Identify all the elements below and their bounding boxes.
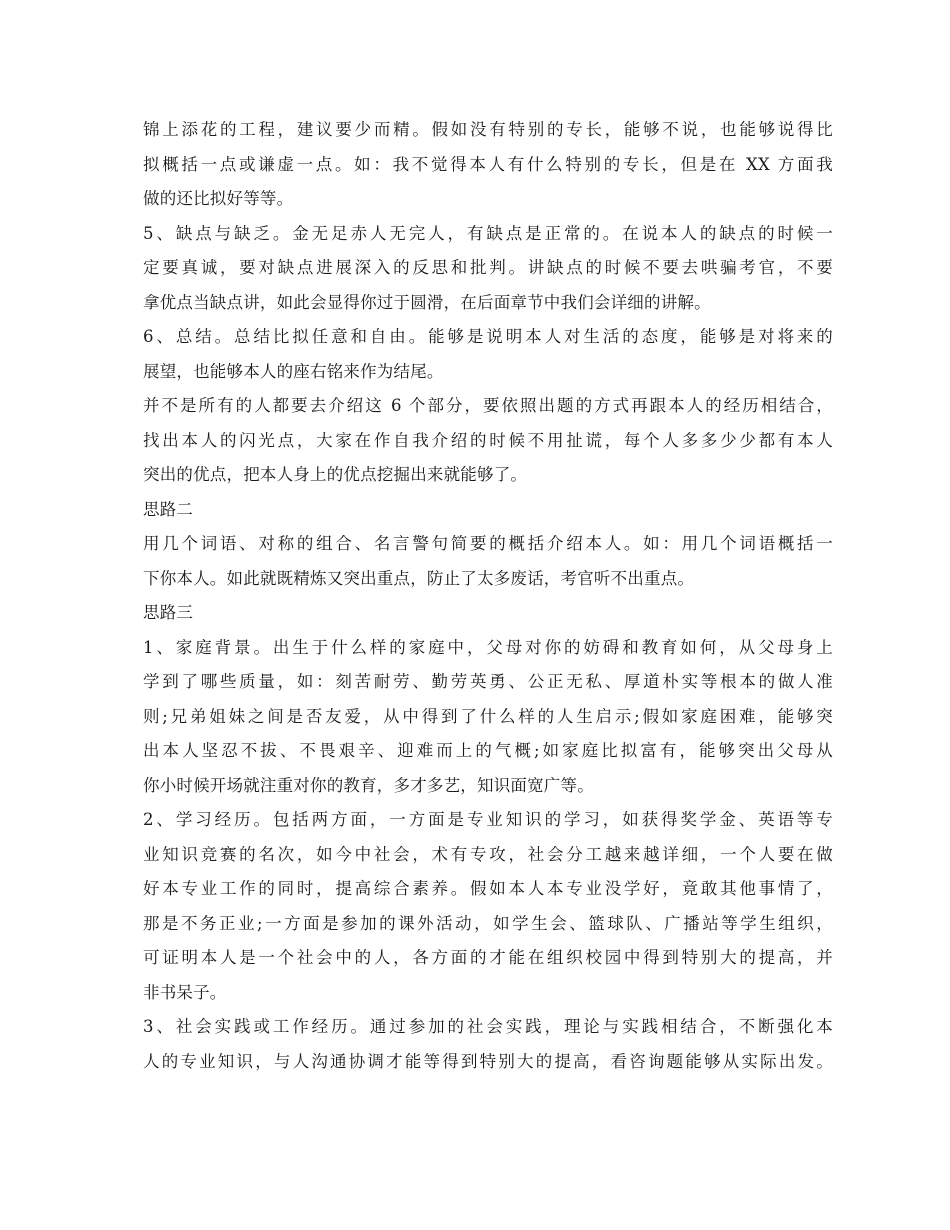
text-line: 5、缺点与缺乏。金无足赤人无完人，有缺点是正常的。在说本人的缺点的时候一	[143, 223, 833, 243]
text-line: 下你本人。如此就既精炼又突出重点，防止了太多废话，考官听不出重点。	[143, 568, 695, 588]
text-line: 锦上添花的工程，建议要少而精。假如没有特别的专长，能够不说，也能够说得比	[143, 120, 833, 139]
text-line: 突出的优点，把本人身上的优点挖掘出来就能够了。	[143, 465, 528, 484]
text-line: 6、总结。总结比拟任意和自由。能够是说明本人对生活的态度，能够是对将来的	[143, 327, 833, 346]
text-line: 学到了哪些质量，如：刻苦耐劳、勤劳英勇、公正无私、厚道朴实等根本的做人准	[143, 672, 833, 691]
text-line: 人的专业知识，与人沟通协调才能等得到特别大的提高，看咨询题能够从实际出发。	[143, 1051, 833, 1071]
text-line: 2、学习经历。包括两方面，一方面是专业知识的学习，如获得奖学金、英语等专	[143, 810, 833, 829]
section-heading: 思路三	[143, 603, 194, 622]
text-line: 业知识竞赛的名次，如今中社会，术有专攻，社会分工越来越详细，一个人要在做	[143, 844, 833, 864]
text-line: 出本人坚忍不拔、不畏艰辛、迎难而上的气概;如家庭比拟富有，能够突出父母从	[143, 741, 833, 760]
text-line: 拟概括一点或谦虚一点。如：我不觉得本人有什么特别的专长，但是在 XX 方面我	[143, 154, 833, 174]
text-line: 你小时候开场就注重对你的教育，多才多艺，知识面宽广等。	[143, 775, 594, 795]
document-page	[143, 113, 833, 1079]
text-line: 3、社会实践或工作经历。通过参加的社会实践，理论与实践相结合，不断强化本	[143, 1017, 833, 1036]
text-line: 定要真诚，要对缺点进展深入的反思和批判。讲缺点的时候不要去哄骗考官，不要	[143, 258, 833, 277]
text-line: 做的还比拟好等等。	[143, 189, 294, 208]
text-line: 1、家庭背景。出生于什么样的家庭中，父母对你的妨碍和教育如何，从父母身上	[143, 637, 833, 657]
text-line: 找出本人的闪光点，大家在作自我介绍的时候不用扯谎，每个人多多少少都有本人	[143, 430, 833, 450]
text-line: 可证明本人是一个社会中的人，各方面的才能在组织校园中得到特别大的提高，并	[143, 948, 833, 967]
text-line: 拿优点当缺点讲，如此会显得你过于圆滑，在后面章节中我们会详细的讲解。	[143, 292, 711, 312]
text-line: 好本专业工作的同时，提高综合素养。假如本人本专业没学好，竟敢其他事情了，	[143, 879, 833, 898]
text-line: 非书呆子。	[143, 982, 227, 1002]
text-line: 用几个词语、对称的组合、名言警句简要的概括介绍本人。如：用几个词语概括一	[143, 534, 833, 553]
text-line: 则;兄弟姐妹之间是否友爱，从中得到了什么样的人生启示;假如家庭困难，能够突	[143, 706, 833, 726]
text-line: 那是不务正业;一方面是参加的课外活动，如学生会、篮球队、广播站等学生组织，	[143, 913, 833, 933]
text-line: 展望，也能够本人的座右铭来作为结尾。	[143, 361, 444, 381]
text-line: 并不是所有的人都要去介绍这 6 个部分，要依照出题的方式再跟本人的经历相结合，	[143, 396, 833, 415]
section-heading: 思路二	[143, 499, 194, 519]
